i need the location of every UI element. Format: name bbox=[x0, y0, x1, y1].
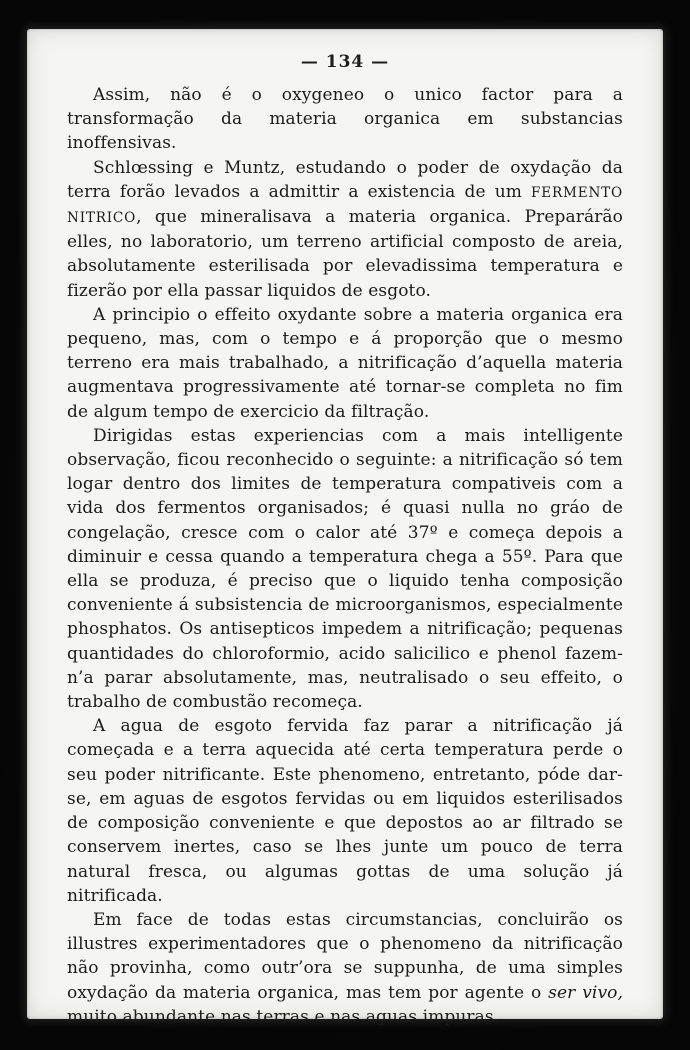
text-segment: Assim, não é o oxygeneo o unico factor para a transformação da materia organica em substancias inoffensivas. bbox=[67, 85, 623, 154]
paragraph bbox=[67, 424, 623, 714]
text-segment: A principio o effeito oxydante sobre a materia organica era pequeno, mas, com o tempo e á proporção que o mesmo terreno era mais trabalhado, a nitrificação d’aquella materia augmentava progressivamente até tornar-se completa no fim de algum tempo de exercicio da filtração. bbox=[67, 304, 623, 422]
page-number: — 134 — bbox=[300, 52, 390, 72]
paragraph bbox=[67, 714, 623, 908]
text-segment: Dirigidas estas experiencias com a mais intelligente observação, ficou reconhecido o seguinte: a nitrificação só tem logar dentro dos limites de temperatura compativeis com a vida dos fermentos organisados; é quasi nulla no gráo de congelação, cresce com o calor até 37º e começa depois a diminuir e cessa quando a temperatura chega a 55º. Para que ella se produza, é preciso que o liquido tenha composição conveniente á subsistencia de microorganismos, especialmente phosphatos. Os antisepticos impedem a nitrificação; pequenas quantidades do chloroformio, acido salicilico e phenol fazem-n’a parar absolutamente, mas, neutralisado o seu effeito, o trabalho de combustão recomeça. bbox=[67, 425, 623, 713]
text-segment-smallcaps: FERMENTO NITRICO bbox=[67, 184, 623, 227]
text-segment: muito abundante nas terras e nas aguas impuras. bbox=[67, 1006, 500, 1027]
text-segment-italic: ser vivo, bbox=[548, 982, 623, 1003]
text-segment: Em face de todas estas circumstancias, concluirão os illustres experimentadores que o phenomeno da nitrificação não provinha, como outr’ora se suppunha, de uma simples oxydação da materia organica, mas tem por agente o bbox=[67, 909, 623, 1003]
text-segment: Schlœssing e Muntz, estudando o poder de oxydação da terra forão levados a admittir a existencia de um bbox=[67, 157, 623, 202]
paragraph bbox=[67, 908, 623, 1029]
paragraph bbox=[67, 156, 623, 303]
text-segment: A agua de esgoto fervida faz parar a nitrificação já começada e a terra aquecida até certa temperatura perde o seu poder nitrificante. Este phenomeno, entretanto, póde dar-se, em aguas de esgotos fervidas ou em liquidos esterilisados de composição conveniente e que depostos ao ar filtrado se conservem inertes, caso se lhes junte um pouco de terra natural fresca, ou algumas gottas de uma solução já nitrificada. bbox=[67, 716, 623, 906]
paragraph bbox=[67, 83, 623, 156]
paragraph bbox=[67, 303, 623, 424]
text-block bbox=[67, 83, 623, 1029]
book-page bbox=[27, 29, 663, 1027]
text-segment: , que mineralisava a materia organica. Preparárão elles, no laboratorio, um terreno artificial composto de areia, absolutamente esterilisada por elevadissima temperatura e fizerão por ella passar liquidos de esgoto. bbox=[67, 207, 623, 301]
